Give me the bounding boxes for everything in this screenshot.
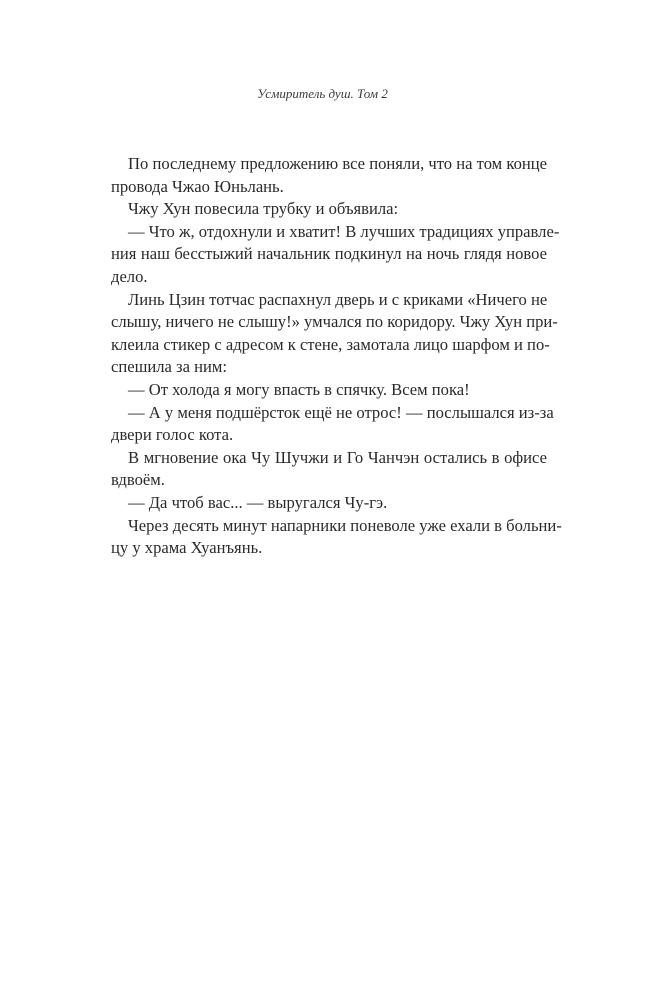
text-line: вдвоём. xyxy=(111,470,165,490)
text-line: Линь Цзин тотчас распахнул дверь и с криками «Ничего не xyxy=(128,289,548,309)
text-line: Чжу Хун повесила трубку и объявила: xyxy=(128,199,399,219)
text-line: дело. xyxy=(111,266,148,286)
text-line: — А у меня подшёрсток ещё не отрос! — послышался из-за xyxy=(128,402,554,422)
text-line: — Что ж, отдохнули и хватит! В лучших традициях управле- xyxy=(128,221,560,241)
paragraph xyxy=(111,379,547,402)
text-line: По последнему предложению все поняли, что на том конце xyxy=(128,154,547,173)
paragraph xyxy=(111,221,560,289)
paragraph xyxy=(111,447,547,492)
text-line: — Да чтоб вас... — выругался Чу-гэ. xyxy=(128,492,388,512)
paragraph xyxy=(111,515,562,560)
text-line: Через десять минут напарники поневоле уже ехали в больни- xyxy=(128,515,562,535)
paragraph xyxy=(111,153,547,198)
paragraph xyxy=(111,492,547,515)
text-line: цу у храма Хуанъянь. xyxy=(111,538,263,558)
running-header: Усмиритель душ. Том 2 xyxy=(257,86,388,101)
paragraph xyxy=(111,289,558,379)
page-body xyxy=(111,153,562,560)
paragraph xyxy=(111,402,554,447)
paragraph xyxy=(111,198,547,221)
text-line: спешила за ним: xyxy=(111,357,228,377)
text-line: ния наш бесстыжий начальник подкинул на ночь глядя новое xyxy=(111,244,547,264)
text-line: провода Чжао Юньлань. xyxy=(111,176,284,196)
text-line: двери голос кота. xyxy=(111,425,234,445)
text-line: — От холода я могу впасть в спячку. Всем пока! xyxy=(128,379,470,399)
text-line: клеила стикер с адресом к стене, замотала лицо шарфом и по- xyxy=(111,334,550,354)
text-line: В мгновение ока Чу Шучжи и Го Чанчэн остались в офисе xyxy=(128,447,547,467)
text-line: слышу, ничего не слышу!» умчался по коридору. Чжу Хун при- xyxy=(111,312,558,332)
